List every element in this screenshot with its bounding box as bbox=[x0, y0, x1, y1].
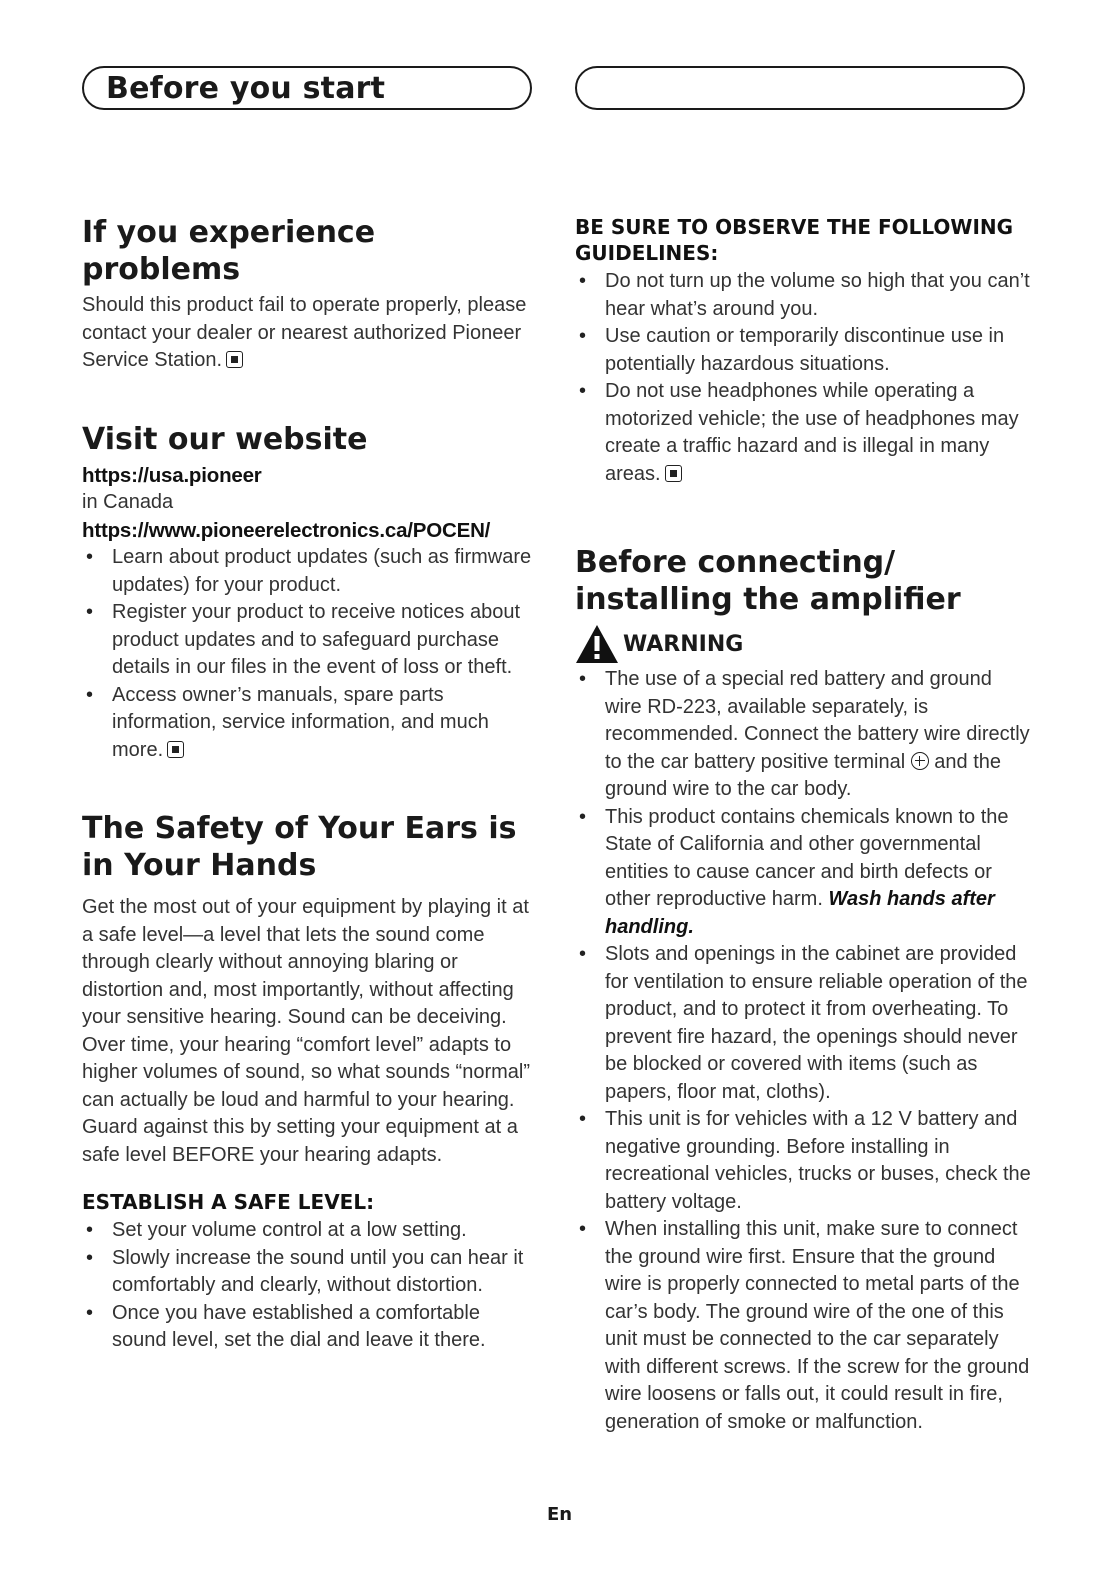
list-item bbox=[82, 682, 540, 765]
list-item bbox=[575, 666, 1033, 804]
warning-label: WARNING bbox=[623, 631, 744, 657]
end-of-section-icon bbox=[665, 465, 682, 482]
url-us-link[interactable]: https://usa.pioneer bbox=[82, 463, 262, 487]
guidelines-heading: BE SURE TO OBSERVE THE FOLLOWING GUIDELINES: bbox=[575, 215, 1014, 265]
problems-text: Should this product fail to operate properly, please contact your dealer or nearest authorized Pioneer Service Station. bbox=[82, 294, 527, 371]
ears-heading: The Safety of Your Ears is in Your Hands bbox=[82, 811, 517, 883]
list-item-text: The use of a special red battery and ground wire RD-223, available separately, is recommended. Connect the battery wire directly to the car battery positive terminal bbox=[605, 668, 1030, 773]
end-of-section-icon bbox=[167, 741, 184, 758]
warning-triangle-icon bbox=[575, 624, 619, 664]
list-item: • Set your volume control at a low setting. bbox=[82, 1217, 540, 1245]
list-item: • Learn about product updates (such as firmware updates) for your product. bbox=[82, 544, 540, 599]
safe-level-list bbox=[82, 1217, 540, 1355]
left-column bbox=[82, 214, 540, 1355]
canada-label: in Canada bbox=[82, 491, 174, 513]
amplifier-list bbox=[575, 666, 1033, 1436]
amplifier-heading: Before connecting/ installing the amplifier bbox=[575, 545, 961, 617]
end-of-section-icon bbox=[226, 351, 243, 368]
section-header-right bbox=[575, 66, 1025, 110]
list-item: • Once you have established a comfortable sound level, set the dial and leave it there. bbox=[82, 1300, 540, 1355]
plus-circle-icon bbox=[911, 752, 929, 770]
url-canada-link[interactable]: https://www.pioneerelectronics.ca/POCEN/ bbox=[82, 518, 491, 542]
ears-paragraph: Get the most out of your equipment by playing it at a safe level—a level that lets the sound come through clearly without annoying blaring or distortion and, most importantly, without affecting your sensitive hearing. Sound can be deceiving. Over time, your hearing “comfort level” adapts to higher volumes of sound, so what sounds “normal” can actually be loud and harmful to your hearing. Guard against this by setting your equipment at a safe level BEFORE your hearing adapts. bbox=[82, 896, 531, 1166]
list-item: • Register your product to receive notices about product updates and to safeguard purchase details in our files in the event of loss or theft. bbox=[82, 599, 540, 682]
list-item-text: This product contains chemicals known to the State of California and other governmental entities to cause cancer and birth defects or other reproductive harm. bbox=[605, 805, 1009, 910]
list-item-text: Access owner’s manuals, spare parts information, service information, and much more. bbox=[112, 683, 489, 761]
list-item: • Slowly increase the sound until you can hear it comfortably and clearly, without distortion. bbox=[82, 1245, 540, 1300]
list-item-text: and the ground wire to the car body. bbox=[605, 750, 1001, 800]
section-header bbox=[82, 66, 532, 110]
list-item bbox=[575, 804, 1033, 942]
list-item: • Slots and openings in the cabinet are provided for ventilation to ensure reliable operation of the product, and to protect it from overheating. To prevent fire hazard, the openings should never be blocked or covered with items (such as papers, floor mat, cloths). bbox=[575, 941, 1033, 1106]
problems-heading: If you experience problems bbox=[82, 215, 376, 287]
website-heading: Visit our website bbox=[82, 421, 368, 457]
warning-emphasis: Wash hands after handling. bbox=[605, 888, 995, 938]
page-footer-lang: En bbox=[546, 1504, 573, 1525]
safe-level-heading: ESTABLISH A SAFE LEVEL: bbox=[82, 1190, 375, 1214]
list-item-text: Do not use headphones while operating a motorized vehicle; the use of headphones may create a traffic hazard and is illegal in many areas. bbox=[605, 380, 1019, 485]
list-item bbox=[575, 378, 1033, 488]
guidelines-list bbox=[575, 268, 1033, 488]
right-column bbox=[575, 214, 1033, 1436]
list-item: • This unit is for vehicles with a 12 V battery and negative grounding. Before installing in recreational vehicles, trucks or buses, check the battery voltage. bbox=[575, 1106, 1033, 1216]
list-item: • Use caution or temporarily discontinue use in potentially hazardous situations. bbox=[575, 323, 1033, 378]
problems-paragraph bbox=[82, 292, 540, 375]
warning-row bbox=[575, 624, 1033, 664]
website-list bbox=[82, 544, 540, 764]
section-title: Before you start bbox=[106, 71, 386, 106]
list-item: • Do not turn up the volume so high that you can’t hear what’s around you. bbox=[575, 268, 1033, 323]
list-item: • When installing this unit, make sure to connect the ground wire first. Ensure that the ground wire is properly connected to metal parts of the car’s body. The ground wire of the one of this unit must be connected to the car separately with different screws. If the screw for the ground wire loosens or falls out, it could result in fire, generation of smoke or malfunction. bbox=[575, 1216, 1033, 1436]
